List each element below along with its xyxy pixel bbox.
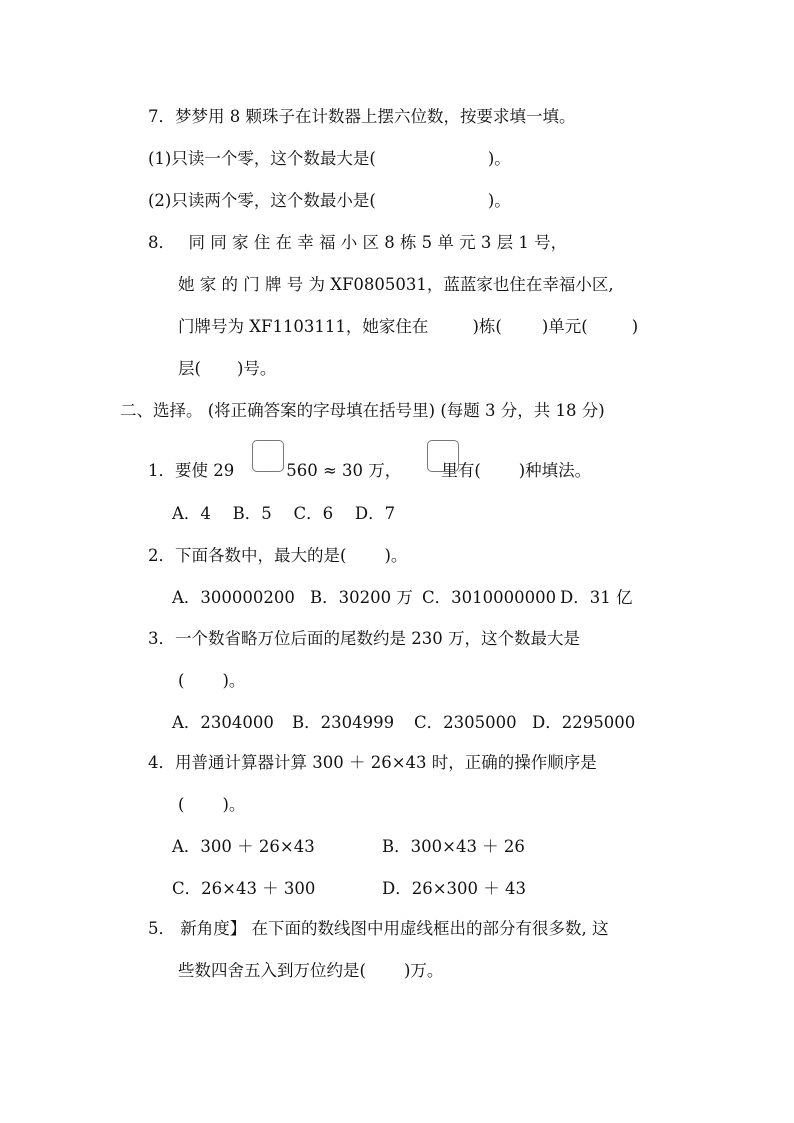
question-8-line-3 xyxy=(178,316,638,338)
choice-4-options-row-2 xyxy=(172,878,526,900)
option-c[interactable]: C．3010000000 xyxy=(422,588,557,607)
c2-text-b: )。 xyxy=(384,546,408,565)
c5-close: )万。 xyxy=(403,961,444,980)
c1-text-b: 560 ≈ 30 万， xyxy=(286,461,402,480)
option-c[interactable]: C．2305000 xyxy=(414,713,517,732)
choice-3-options xyxy=(172,712,635,734)
section-2-heading: 二、选择。 (将正确答案的字母填在括号里) (每题 3 分，共 18 分) xyxy=(120,401,605,420)
option-a[interactable]: A．300 ＋ 26×43 xyxy=(172,837,315,856)
question-8-line-4 xyxy=(178,358,276,380)
q7-part2-text: (2)只读两个零，这个数最小是( xyxy=(148,191,376,210)
choice-4-line-2 xyxy=(178,794,245,816)
choice-2-stem xyxy=(148,545,407,567)
question-7-part-2 xyxy=(148,190,511,212)
q8-line3-text: 门牌号为 XF1103111，她家住在 xyxy=(178,317,429,336)
q8-line3-building: )栋( xyxy=(472,317,502,336)
question-8-line-1: 8． 同 同 家 住 在 幸 福 小 区 8 栋 5 单 元 3 层 1 号， xyxy=(148,233,568,252)
option-b[interactable]: B．2304999 xyxy=(292,713,395,732)
question-7-stem: 7．梦梦用 8 颗珠子在计数器上摆六位数，按要求填一填。 xyxy=(148,107,576,126)
q7-part1-text: (1)只读一个零，这个数最大是( xyxy=(148,149,376,168)
choice-5-stem: 5． 新角度】 在下面的数线图中用虚线框出的部分有很多数, 这 xyxy=(148,919,609,938)
question-8-line-2: 她 家 的 门 牌 号 为 XF0805031，蓝蓝家也住在幸福小区, xyxy=(178,275,614,294)
choice-2-options xyxy=(172,587,632,609)
option-d[interactable]: D．31 亿 xyxy=(560,588,633,607)
choice-5-line-2 xyxy=(178,960,443,982)
option-b[interactable]: B．300×43 ＋ 26 xyxy=(382,837,525,856)
q8-line4-close: )号。 xyxy=(236,359,277,378)
c4-paren-open: ( xyxy=(178,795,185,814)
choice-3-line-2 xyxy=(178,670,245,692)
c3-paren-close: )。 xyxy=(222,671,246,690)
option-c[interactable]: C．26×43 ＋ 300 xyxy=(172,879,316,898)
q7-part2-close: )。 xyxy=(487,191,511,210)
choice-4-stem: 4．用普通计算器计算 300 ＋ 26×43 时，正确的操作顺序是 xyxy=(148,753,597,772)
c4-paren-close: )。 xyxy=(222,795,246,814)
question-7-part-1 xyxy=(148,148,511,170)
q8-line3-unit: )单元( xyxy=(541,317,588,336)
option-a[interactable]: A．2304000 xyxy=(172,713,274,732)
choice-3-stem: 3．一个数省略万位后面的尾数约是 230 万，这个数最大是 xyxy=(148,629,580,648)
choice-1-options: A．4 B．5 C．6 D．7 xyxy=(172,504,396,523)
c5-text: 些数四舍五入到万位约是( xyxy=(178,961,366,980)
option-d[interactable]: D．2295000 xyxy=(532,713,636,732)
option-a[interactable]: A．300000200 xyxy=(172,588,295,607)
choice-1-stem xyxy=(148,460,591,482)
option-d[interactable]: D．26×300 ＋ 43 xyxy=(382,879,527,898)
choice-4-options-row-1 xyxy=(172,836,525,858)
c1-text-d: )种填法。 xyxy=(518,461,592,480)
c2-text-a: 2．下面各数中，最大的是( xyxy=(148,546,347,565)
c1-text-c: 里有( xyxy=(441,461,481,480)
c3-paren-open: ( xyxy=(178,671,185,690)
option-b[interactable]: B．30200 万 xyxy=(310,588,413,607)
q8-line3-close: ) xyxy=(631,317,639,336)
q7-part1-close: )。 xyxy=(487,149,511,168)
c1-text-a: 1．要使 29 xyxy=(148,461,235,480)
q8-line4-text: 层( xyxy=(178,359,201,378)
